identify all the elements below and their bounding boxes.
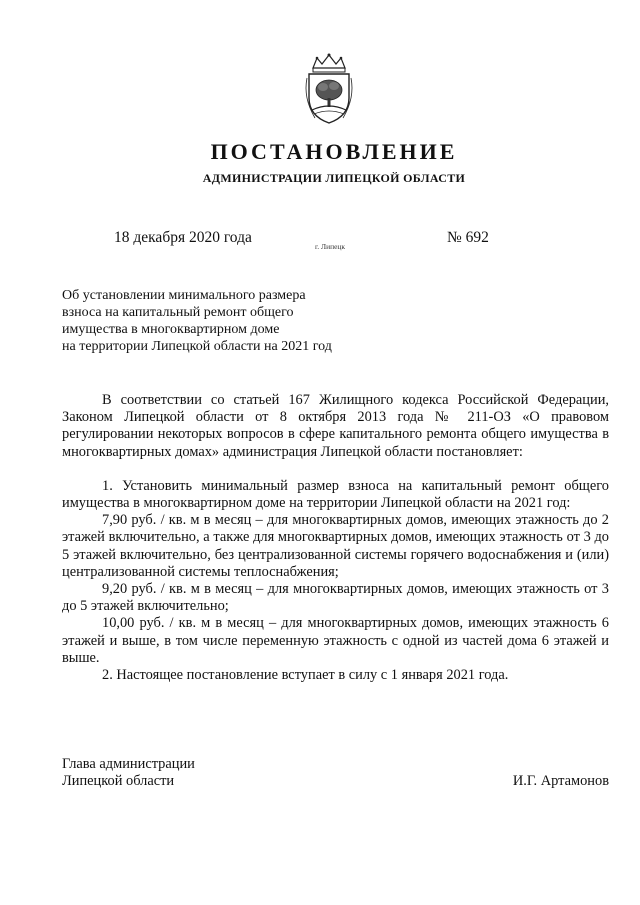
signature-block [62,756,609,790]
signatory-position: Глава администрации [62,756,195,772]
subject-line: взноса на капитальный ремонт общего [62,305,294,320]
item-1-paragraph: 1. Установить минимальный размер взноса на капитальный ремонт общего имущества в многоквартирном доме на территории Липецкой области на 2021 год: [62,477,609,512]
item-2-paragraph: 2. Настоящее постановление вступает в силу с 1 января 2021 года. [102,667,509,684]
signatory-name: И.Г. Артамонов [512,773,609,789]
subject-line: имущества в многоквартирном доме [62,322,280,337]
rate-2-paragraph: 9,20 руб. / кв. м в месяц – для многоквартирных домов, имеющих этажность от 3 до 5 этажей включительно; [62,581,609,615]
subject-line: на территории Липецкой области на 2021 год [62,339,332,354]
document-number: № 692 [447,229,489,246]
document-issuer: АДМИНИСТРАЦИИ ЛИПЕЦКОЙ ОБЛАСТИ [202,171,466,185]
document-subject [62,287,382,355]
rate-1-paragraph: 7,90 руб. / кв. м в месяц – для многоквартирных домов, имеющих этажность до 2 этажей включительно, а также для многоквартирных домов, имеющих этажность от 3 до 5 этажей включительно, без централизованной системы горячего водоснабжения и (или) централизованной системы теплоснабжения; [62,512,609,580]
document-city: г. Липецк [315,242,346,251]
subject-line: Об установлении минимального размера [62,288,306,303]
preamble-paragraph: В соответствии со статьей 167 Жилищного кодекса Российской Федерации, Законом Липецкой области от 8 октября 2013 года № 211-ОЗ «О правовом регулировании некоторых вопросов в сфере капитального ремонта общего имущества в многоквартирных домах» администрация Липецкой области постановляет: [62,392,609,460]
signatory-position-region: Липецкой области [62,773,175,790]
document-date: 18 декабря 2020 года [114,229,252,246]
document-body [62,392,609,684]
rate-3-paragraph: 10,00 руб. / кв. м в месяц – для многоквартирных домов, имеющих этажность 6 этажей и выше, в том числе переменную этажность с одной из частей дома 6 этажей и выше. [62,615,609,666]
lipetsk-oblast-coat-of-arms-icon [299,52,359,126]
document-title: ПОСТАНОВЛЕНИЕ [210,139,458,164]
